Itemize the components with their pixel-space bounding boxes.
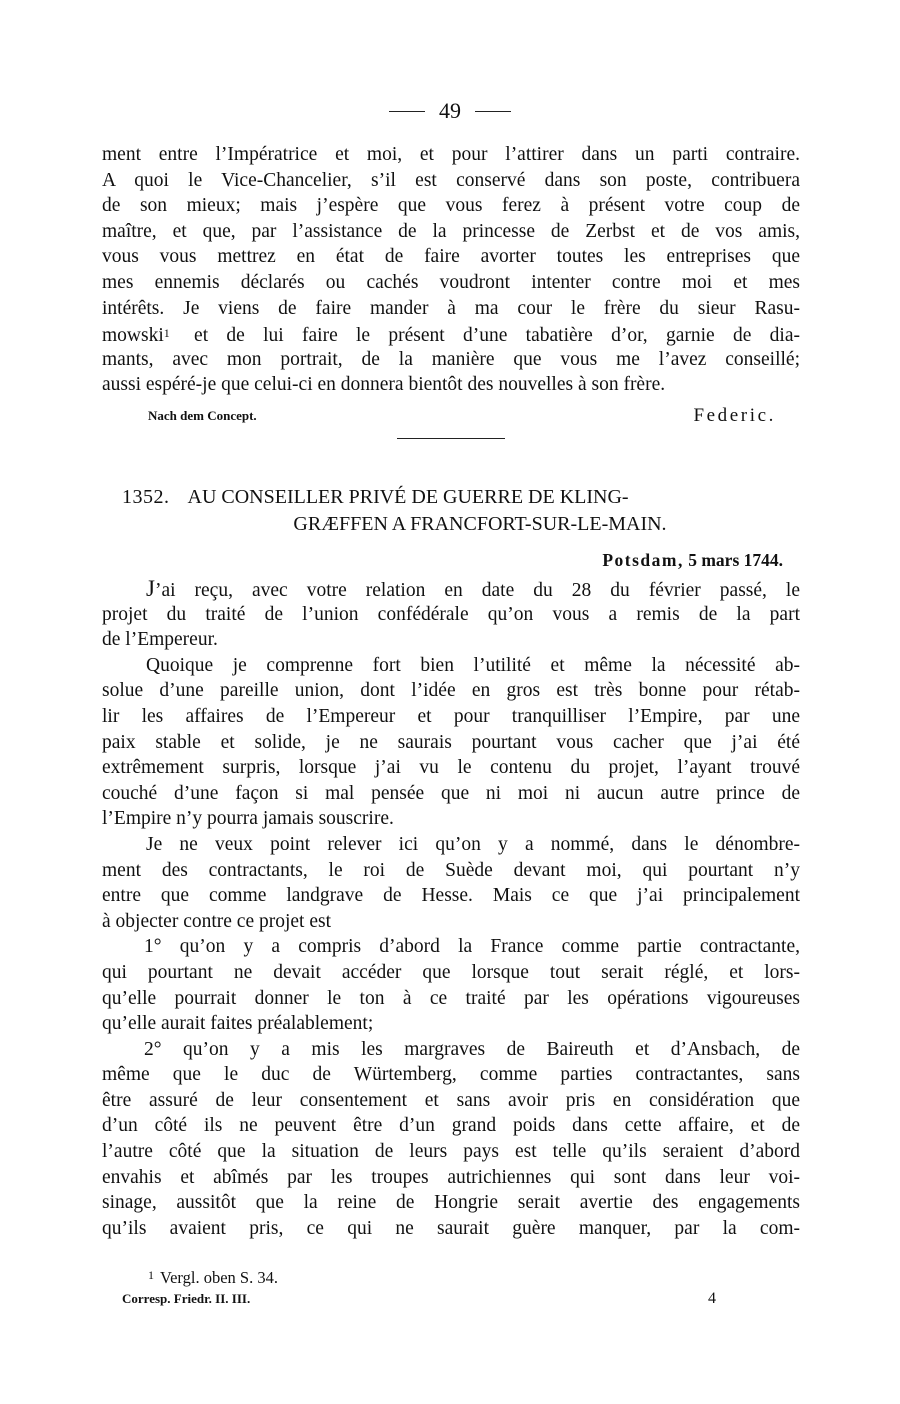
- text-line: ment entre l’Impératrice et moi, et pour l’attirer dans un parti contraire.: [102, 144, 800, 165]
- letter-title-line-2: GRÆFFEN A FRANCFORT-SUR-LE-MAIN.: [293, 513, 667, 535]
- text-line: [102, 576, 800, 602]
- text-line: intérêts. Je viens de faire mander à ma cour le frère du sieur Rasu-: [102, 297, 800, 319]
- text-line: entre que comme landgrave de Hesse. Mais ce que j’ai principalement: [102, 885, 800, 907]
- footer-reference: Corresp. Friedr. II. III.: [122, 1291, 251, 1306]
- dateline-date: 5 mars 1744.: [688, 550, 783, 570]
- footnote-reference: 1: [163, 326, 170, 341]
- signature-number: 4: [708, 1290, 716, 1307]
- letter-heading: [122, 484, 782, 538]
- text-line: Je ne veux point relever ici qu’on y a nommé, dans le dénombre-: [146, 833, 800, 855]
- text-line: qu’ils avaient pris, ce qui ne saurait guère manquer, par la com-: [102, 1217, 800, 1239]
- text-segment: mowski: [102, 325, 164, 347]
- text-line: lir les affaires de l’Empereur et pour tranquilliser l’Empire, par une: [102, 705, 800, 727]
- text-line: mants, avec mon portrait, de la manière que vous me l’avez conseillé;: [102, 348, 800, 370]
- source-note: Nach dem Concept.: [148, 408, 257, 423]
- text-line: A quoi le Vice-Chancelier, s’il est conservé dans son poste, contribuera: [102, 169, 800, 191]
- page-header: [0, 96, 900, 126]
- letter-title: AU CONSEILLER PRIVÉ DE GUERRE DE KLING-: [187, 486, 629, 508]
- text-line: 2° qu’on y a mis les margraves de Baireuth et d’Ansbach, de: [144, 1038, 800, 1060]
- text-line: maître, et que, par l’assistance de la princesse de Zerbst et de vos amis,: [102, 220, 800, 242]
- signature: Federic.: [693, 405, 776, 426]
- footnote-marker: 1: [148, 1268, 154, 1282]
- text-line: mes ennemis déclarés ou cachés voudront intenter contre moi et mes: [102, 271, 800, 293]
- dateline-place: Potsdam,: [602, 550, 684, 570]
- text-line: être assuré de leur consentement et sans avoir pris en considération que: [102, 1089, 800, 1111]
- text-line: paix stable et solide, je ne saurais pourtant vous cacher que j’ai été: [102, 731, 800, 753]
- text-line: de l’Empereur.: [102, 629, 218, 651]
- text-line: qu’elle pourrait donner le ton à ce traité par les opérations vigoureuses: [102, 987, 800, 1009]
- text-line: sinage, aussitôt que la reine de Hongrie serait avertie des engagements: [102, 1192, 800, 1214]
- header-dash-left: [389, 111, 425, 112]
- text-line: 1° qu’on y a compris d’abord la France comme partie contractante,: [144, 936, 800, 958]
- text-line: couché d’une façon si mal pensée que ni moi ni aucun autre prince de: [102, 782, 800, 804]
- text-line: l’autre côté que la situation de leurs pays est telle qu’ils seraient d’abord: [102, 1141, 800, 1163]
- header-dash-right: [475, 111, 511, 112]
- text-line: qui pourtant ne devait accéder que lorsque tout serait réglé, et lors-: [102, 961, 800, 983]
- text-line: [102, 321, 800, 347]
- text-line: envahis et abîmés par les troupes autrichiennes qui sont dans leur voi-: [102, 1166, 800, 1188]
- initial-letter: J: [146, 576, 155, 601]
- text-line: extrêmement surpris, lorsque j’ai vu le contenu du projet, l’ayant trouvé: [102, 757, 800, 779]
- text-line: vous vous mettrez en état de faire avorter toutes les entreprises que: [102, 246, 800, 268]
- source-row: [148, 403, 776, 429]
- text-line: solue d’une pareille union, dont l’idée en gros est très bonne pour rétab-: [102, 680, 800, 702]
- letter-title-line: [122, 484, 782, 511]
- text-line: Quoique je comprenne fort bien l’utilité et même la nécessité ab-: [146, 654, 800, 676]
- letter-number: 1352.: [122, 486, 170, 508]
- page-number: 49: [439, 98, 461, 123]
- text-line: aussi espéré-je que celui-ci en donnera bientôt des nouvelles à son frère.: [102, 374, 666, 396]
- footnote-text: Vergl. oben S. 34.: [160, 1268, 278, 1287]
- text-segment: ’ai reçu, avec votre relation en date du 28 du février passé, le: [154, 580, 800, 601]
- section-divider: [397, 438, 505, 439]
- text-line: ment des contractants, le roi de Suède devant moi, qui pourtant n’y: [102, 859, 800, 881]
- text-line: projet du traité de l’union confédérale qu’on vous a remis de la part: [102, 603, 800, 625]
- text-line: à objecter contre ce projet est: [102, 910, 332, 932]
- text-line: même que le duc de Würtemberg, comme parties contractantes, sans: [102, 1064, 800, 1086]
- text-line: de son mieux; mais j’espère que vous ferez à présent votre coup de: [102, 195, 800, 217]
- text-line: l’Empire n’y pourra jamais souscrire.: [102, 808, 394, 830]
- text-segment: et de lui faire le présent d’une tabatière d’or, garnie de dia-: [175, 325, 800, 347]
- footnote: [148, 1268, 278, 1288]
- continuation-paragraph: [102, 142, 800, 398]
- text-line: d’un côté ils ne peuvent être d’un grand poids dans cette affaire, et de: [102, 1115, 800, 1137]
- text-line: qu’elle aurait faites préalablement;: [102, 1013, 374, 1035]
- page-footer: [122, 1290, 716, 1308]
- dateline: [400, 550, 783, 571]
- letter-body: [102, 576, 800, 1241]
